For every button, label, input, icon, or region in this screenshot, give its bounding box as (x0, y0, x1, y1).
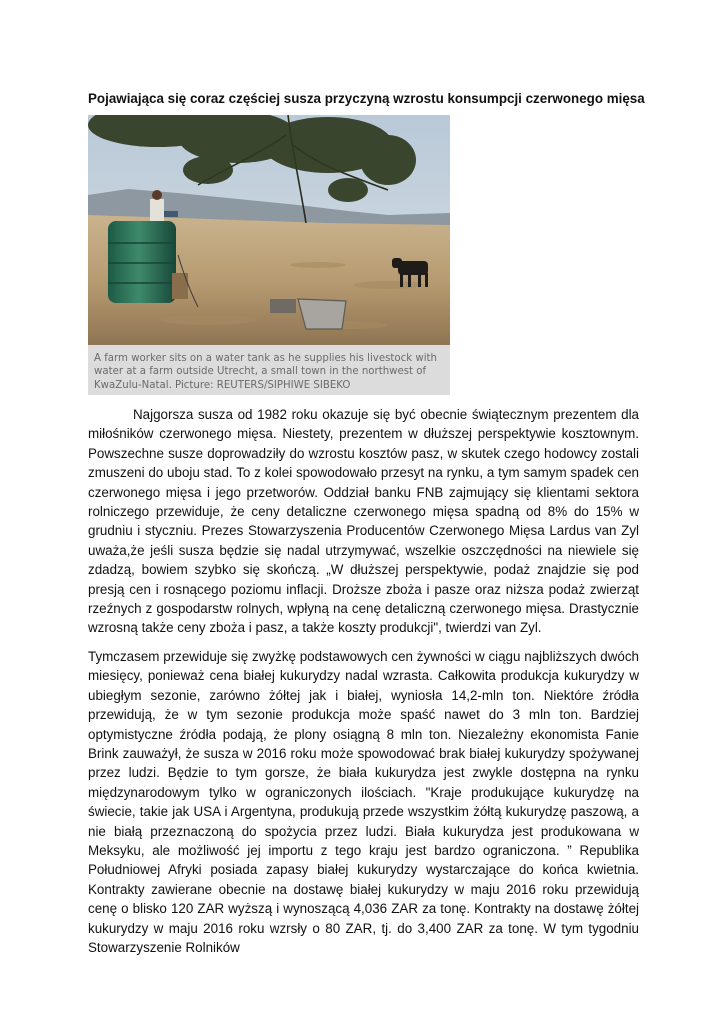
article-title: Pojawiająca się coraz częściej susza przyczyną wzrostu konsumpcji czerwonego mięsa (88, 91, 645, 106)
article-figure (88, 115, 450, 395)
drought-farm-photo (88, 115, 450, 345)
article-body (88, 405, 639, 966)
photo-caption: A farm worker sits on a water tank as he supplies his livestock with water at a farm outside Utrecht, a small town in the northwest of KwaZulu-Natal. Picture: REUTERS/SIPHIWE SIBEKO (94, 353, 437, 391)
paragraph: Najgorsza susza od 1982 roku okazuje się być obecnie świątecznym prezentem dla miłośników czerwonego mięsa. Niestety, prezentem w dłuższej perspektywie kosztownym. Powszechne susze doprowadziły do wzrostu kosztów pasz, w skutek czego hodowcy zostali zmuszeni do uboju stad. To z kolei spowodowało przesyt na rynku, a tym samym spadek cen czerwonego mięsa i jego przetworów. Oddział banku FNB zajmujący się klientami sektora rolniczego przewiduje, że ceny detaliczne czerwonego mięsa spadną od 8% do 15% w grudniu i styczniu. Prezes Stowarzyszenia Producentów Czerwonego Mięsa Lardus van Zyl uważa,że jeśli susza będzie się nadal utrzymywać, wszelkie oszczędności na niewiele się zdadzą, bowiem szybko się skończą. „W dłuższej perspektywie, podaż znajdzie się pod presją cen i rosnącego poziomu inflacji. Droższe zboża i pasze oraz niższa podaż zwierząt rzeźnych z gospodarstw rolnych, wpłyną na cenę detaliczną czerwonego mięsa. Drastycznie wzrosną także ceny zboża i pasz, a także koszty produkcji", twierdzi van Zyl. (88, 407, 639, 636)
paragraph: Tymczasem przewiduje się zwyżkę podstawowych cen żywności w ciągu najbliższych dwóch miesięcy, ponieważ cena białej kukurydzy nadal wzrasta. Całkowita produkcja kukurydzy w ubiegłym sezonie, zarówno żółtej jak i białej, wyniosła 14,2-mln ton. Niektóre źródła przewidują, że w tym sezonie produkcja może spaść nawet do 3 mln ton. Bardziej optymistyczne źródła podają, że plony osiągną 8 mln ton. Niezależny ekonomista Fanie Brink zauważył, że susza w 2016 roku może spowodować brak białej kukurydzy spożywanej przez ludzi. Będzie to tym gorsze, że biała kukurydza jest zwykle dostępna na rynku międzynarodowym tylko w ograniczonych ilościach. "Kraje produkujące kukurydzę na świecie, takie jak USA i Argentyna, produkują przede wszystkim żółtą kukurydzę paszową, a nie białą przeznaczoną do spożycia przez ludzi. Biała kukurydza jest produkowana w Meksyku, ale możliwość jej importu z tego kraju jest bardzo ograniczona. ” Republika Południowej Afryki posiada zapasy białej kukurydzy wystarczające do końca kwietnia. Kontrakty zawierane obecnie na dostawę białej kukurydzy w maju 2016 roku przewidują cenę o blisko 120 ZAR wyższą i wynoszącą 4,036 ZAR za tonę. Kontrakty na dostawę żółtej kukurydzy w maju 2016 roku wzrsły o 80 ZAR, tj. do 3,400 ZAR za tonę. W tym tygodniu Stowarzyszenie Rolników (88, 648, 639, 955)
